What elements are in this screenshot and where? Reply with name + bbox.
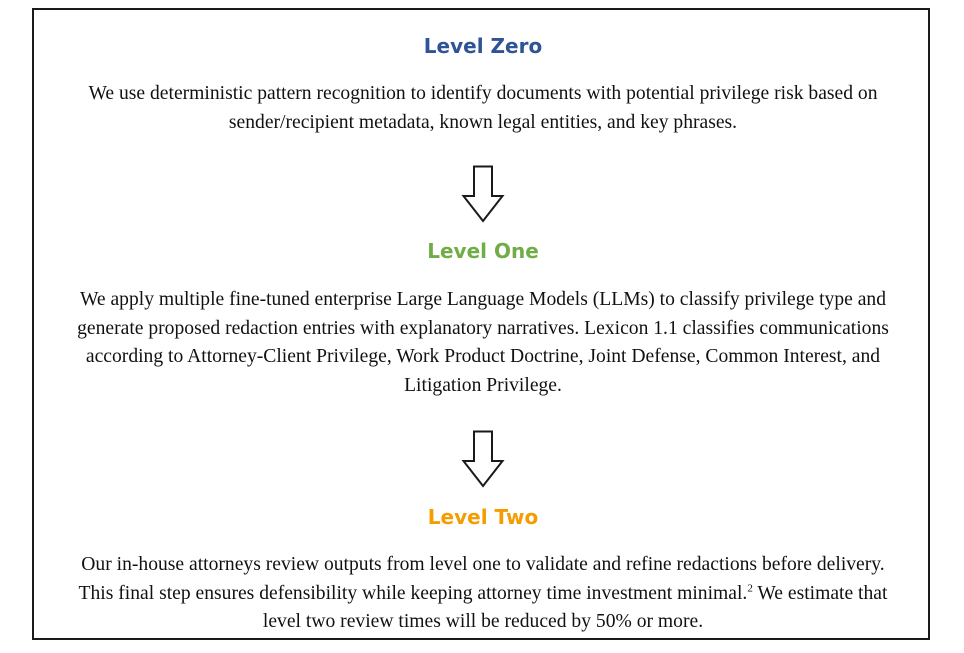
level-two-line-2-tail: We estimate that bbox=[752, 582, 888, 604]
level-zero-description bbox=[34, 80, 932, 137]
level-two-line-2-text: This final step ensures defensibility while keeping attorney time investment minimal. bbox=[78, 582, 748, 604]
level-two-line-1: Our in-house attorneys review outputs from level one to validate and refine redactions before delivery. bbox=[81, 554, 885, 575]
level-zero-line-2: sender/recipient metadata, known legal entities, and key phrases. bbox=[228, 111, 738, 133]
level-one-description bbox=[34, 286, 932, 400]
footnote-marker: 2 bbox=[747, 581, 753, 594]
level-two-title: Level Two bbox=[427, 505, 539, 529]
level-zero-title: Level Zero bbox=[423, 34, 543, 58]
down-arrow-icon bbox=[461, 430, 505, 488]
level-two-line-3: level two review times will be reduced by 50% or more. bbox=[262, 611, 704, 632]
process-diagram-frame bbox=[32, 8, 930, 640]
level-two-description bbox=[34, 551, 932, 637]
level-zero-line-1: We use deterministic pattern recognition to identify documents with potential privilege risk based on bbox=[88, 83, 878, 104]
level-one-line-2: generate proposed redaction entries with explanatory narratives. Lexicon 1.1 classifies communications bbox=[77, 317, 889, 339]
level-one-title: Level One bbox=[427, 239, 539, 263]
level-one-line-3: according to Attorney-Client Privilege, Work Product Doctrine, Joint Defense, Common Interest, and bbox=[85, 346, 881, 367]
level-one-line-4: Litigation Privilege. bbox=[404, 374, 562, 396]
down-arrow-icon bbox=[461, 165, 505, 223]
level-one-line-1: We apply multiple fine-tuned enterprise Large Language Models (LLMs) to classify privilege type and bbox=[79, 289, 887, 310]
level-two-line-2 bbox=[34, 580, 932, 609]
